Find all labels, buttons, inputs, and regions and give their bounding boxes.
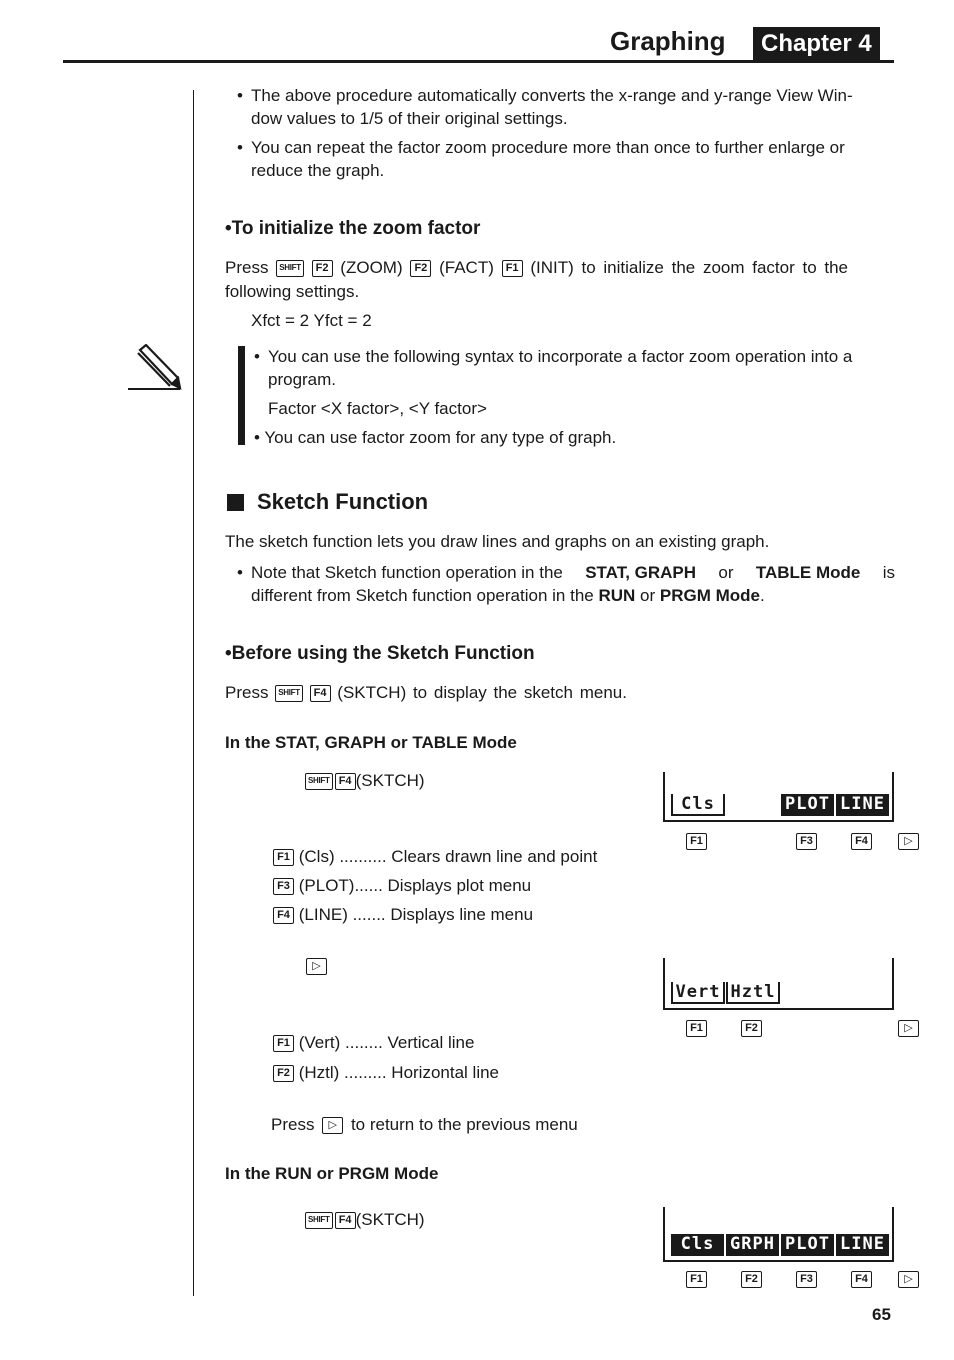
sketch-note-line2: different from Sketch function operation in the RUN or PRGM Mode. (251, 586, 765, 605)
f1-key: F1 (686, 833, 707, 850)
lcd-screen-2 (663, 958, 894, 1010)
init-line2: following settings. (225, 282, 360, 301)
stat-item-2: F3 (PLOT)...... Displays plot menu (273, 874, 531, 897)
f4-key: F4 (851, 833, 872, 850)
right-triangle-icon: ▷ (306, 958, 327, 975)
arrow-key (306, 958, 327, 976)
bullet-mark: • (237, 563, 243, 582)
lcd-tab-cls: Cls (671, 1234, 724, 1256)
f4-key: F4 (335, 773, 356, 790)
f1-key: F1 (273, 849, 294, 866)
intro-bullet-2-line1: You can repeat the factor zoom procedure more than once to further enlarge or (251, 138, 845, 157)
note-bullet-1-line1: You can use the following syntax to incorporate a factor zoom operation into a (268, 347, 853, 366)
intro-bullet-1-line2: dow values to 1/5 of their original settings. (251, 109, 568, 128)
f4-key: F4 (273, 907, 294, 924)
stat-item-4: F1 (Vert) ........ Vertical line (273, 1031, 474, 1054)
bullet-mark: • (254, 347, 260, 366)
lcd-tab-plot: PLOT (781, 1234, 834, 1256)
f2-key: F2 (410, 260, 431, 277)
lcd-tab-cls: Cls (671, 794, 725, 816)
sketch-heading: Sketch Function (257, 489, 429, 514)
lcd3-keys (686, 1271, 926, 1291)
stat-sktch-line: SHIFT F4 (SKTCH) (305, 769, 425, 792)
init-heading: •To initialize the zoom factor (225, 218, 481, 239)
f1-key: F1 (686, 1020, 707, 1037)
heading-bullet: • (225, 218, 232, 239)
note-syntax: Factor <X factor>, <Y factor> (268, 399, 487, 418)
f3-key: F3 (796, 1271, 817, 1288)
stat-item-1: F1 (Cls) .......... Clears drawn line and point (273, 845, 597, 868)
stat-item-3: F4 (LINE) ....... Displays line menu (273, 903, 533, 926)
f4-key: F4 (310, 685, 331, 702)
before-heading: •Before using the Sketch Function (225, 643, 535, 664)
f1-key: F1 (273, 1035, 294, 1052)
stat-item-5: F2 (Hztl) ......... Horizontal line (273, 1061, 499, 1084)
f3-key: F3 (796, 833, 817, 850)
before-press-line: Press SHIFT F4 (SKTCH) to display the sketch menu. (225, 683, 627, 702)
f4-key: F4 (335, 1212, 356, 1229)
lcd-tab-vert: Vert (671, 982, 725, 1004)
f4-key: F4 (851, 1271, 872, 1288)
run-sktch-line: SHIFT F4 (SKTCH) (305, 1208, 425, 1231)
note-bullet-1 (254, 345, 896, 391)
lcd-tab-line: LINE (836, 1234, 889, 1256)
lcd-tab-hztl: Hztl (726, 982, 780, 1004)
lcd-tab-grph: GRPH (726, 1234, 779, 1256)
note-bar (238, 346, 245, 445)
bullet-mark: • (237, 86, 243, 105)
lcd1-keys (686, 833, 926, 853)
bullet-mark: • (254, 428, 260, 447)
lcd-tab-plot: PLOT (781, 794, 834, 816)
sketch-note (237, 561, 895, 607)
f3-key: F3 (273, 878, 294, 895)
f2-key: F2 (741, 1271, 762, 1288)
header-chapter-badge: Chapter 4 (753, 27, 880, 61)
right-triangle-icon: ▷ (322, 1117, 343, 1134)
lcd2-keys (686, 1020, 926, 1040)
intro-bullet-1-line1: The above procedure automatically converts the x-range and y-range View Win- (251, 86, 853, 105)
intro-bullet-2-line2: reduce the graph. (251, 161, 385, 180)
init-settings: Xfct = 2 Yfct = 2 (251, 311, 372, 330)
stat-mode-heading: In the STAT, GRAPH or TABLE Mode (225, 733, 517, 752)
shift-key: SHIFT (305, 1212, 333, 1229)
margin-rule (193, 90, 194, 1296)
f2-key: F2 (312, 260, 333, 277)
lcd-tab-line: LINE (836, 794, 889, 816)
f2-key: F2 (741, 1020, 762, 1037)
header-rule (63, 60, 894, 63)
section-square-icon (227, 494, 244, 511)
lcd-screen-3 (663, 1207, 894, 1262)
intro-bullet-1 (237, 84, 897, 130)
run-mode-heading: In the RUN or PRGM Mode (225, 1164, 439, 1183)
init-press-line: Press SHIFT F2 (ZOOM) F2 (FACT) F1 (INIT) to initialize the zoom factor to the (225, 258, 849, 277)
sketch-note-line1: Note that Sketch function operation in the STAT, GRAPH or TABLE Mode is (251, 563, 895, 582)
right-triangle-icon: ▷ (898, 1020, 919, 1037)
f1-key: F1 (686, 1271, 707, 1288)
note-bullet-1-line2: program. (268, 370, 337, 389)
bullet-mark: • (237, 138, 243, 157)
shift-key: SHIFT (276, 260, 304, 277)
note-bullet-2: • You can use factor zoom for any type of graph. (254, 428, 617, 447)
page-number: 65 (872, 1305, 891, 1324)
pencil-icon (126, 344, 184, 392)
f1-key: F1 (502, 260, 523, 277)
sketch-desc: The sketch function lets you draw lines and graphs on an existing graph. (225, 532, 770, 551)
right-triangle-icon: ▷ (898, 833, 919, 850)
header-title: Graphing (610, 26, 726, 56)
right-triangle-icon: ▷ (898, 1271, 919, 1288)
lcd-screen-1 (663, 772, 894, 822)
intro-bullet-2 (237, 136, 897, 182)
shift-key: SHIFT (275, 685, 303, 702)
f2-key: F2 (273, 1065, 294, 1082)
shift-key: SHIFT (305, 773, 333, 790)
return-line: Press ▷ to return to the previous menu (271, 1115, 578, 1134)
heading-bullet: • (225, 643, 232, 664)
